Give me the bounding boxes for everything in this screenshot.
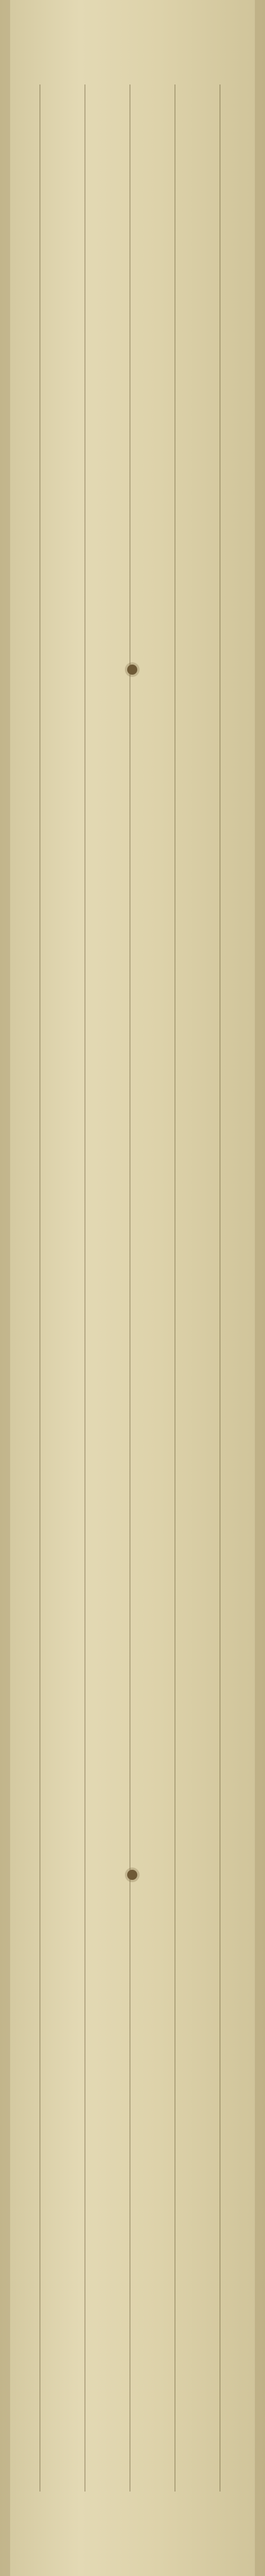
binding-hole-lower — [127, 1870, 137, 1880]
leaf-right-edge — [255, 0, 265, 2576]
text-line-2 — [84, 84, 86, 2492]
text-line-5 — [219, 84, 221, 2492]
text-line-4 — [174, 84, 176, 2492]
leaf-left-edge — [0, 0, 10, 2576]
binding-hole-upper — [127, 665, 137, 675]
text-line-1 — [39, 84, 41, 2492]
text-line-3 — [129, 84, 131, 2492]
